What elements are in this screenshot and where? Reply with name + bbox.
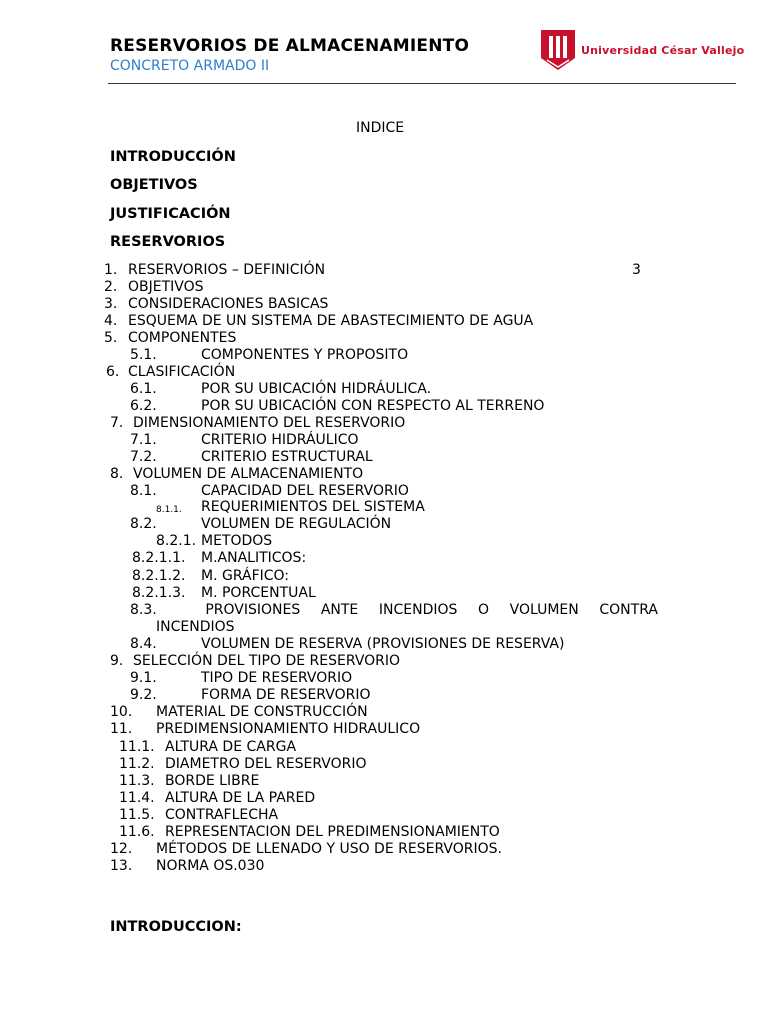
- toc-number: 11.2.: [119, 756, 155, 772]
- toc-entry-text: ESQUEMA DE UN SISTEMA DE ABASTECIMIENTO DE AGUA: [128, 313, 534, 329]
- toc-number: 2.: [104, 279, 118, 295]
- toc-entry-text: ALTURA DE LA PARED: [165, 790, 316, 806]
- toc-entry-continuation: INCENDIOS: [156, 619, 235, 635]
- toc-number: 6.2.: [130, 398, 157, 414]
- toc-entry-text: CAPACIDAD DEL RESERVORIO: [201, 483, 409, 499]
- toc-entry-text: M. GRÁFICO:: [201, 568, 290, 584]
- toc-number: 13.: [110, 858, 133, 874]
- toc-number: 6.1.: [130, 381, 157, 397]
- toc-entry-text: BORDE LIBRE: [165, 773, 260, 789]
- toc-number: 10.: [110, 704, 133, 720]
- toc-word: ANTE: [320, 602, 359, 618]
- toc-word: PROVISIONES: [205, 602, 301, 618]
- toc-entry-text: RESERVORIOS – DEFINICIÓN: [128, 262, 326, 278]
- toc-number: 11.4.: [119, 790, 155, 806]
- toc-entry-text: REQUERIMIENTOS DEL SISTEMA: [201, 499, 425, 515]
- toc-entry-text: CLASIFICACIÓN: [128, 364, 236, 380]
- toc-word: INCENDIOS: [378, 602, 458, 618]
- toc-number: 9.2.: [130, 687, 157, 703]
- toc-word: VOLUMEN: [509, 602, 579, 618]
- toc-entry-text: M. PORCENTUAL: [201, 585, 316, 601]
- toc-entry-text: REPRESENTACION DEL PREDIMENSIONAMIENTO: [165, 824, 500, 840]
- toc-number: 7.1.: [130, 432, 157, 448]
- toc-number: 8.1.1.: [156, 505, 182, 515]
- toc-number: 8.4.: [130, 636, 157, 652]
- toc-entry-text: NORMA OS.030: [156, 858, 265, 874]
- toc-entry-text: VOLUMEN DE REGULACIÓN: [201, 516, 392, 532]
- toc-entry-text: DIMENSIONAMIENTO DEL RESERVORIO: [133, 415, 406, 431]
- toc-number: 8.2.: [130, 516, 157, 532]
- toc-entry-text: VOLUMEN DE ALMACENAMIENTO: [133, 466, 364, 482]
- logo-text: Universidad César Vallejo: [581, 43, 745, 57]
- toc-entry-justified: [130, 602, 658, 618]
- heading-objetivos: OBJETIVOS: [110, 177, 198, 193]
- toc-entry-text: PREDIMENSIONAMIENTO HIDRAULICO: [156, 721, 421, 737]
- toc-entry-text: M.ANALITICOS:: [201, 550, 307, 566]
- index-title: INDICE: [356, 120, 405, 136]
- toc-entry-text: CONTRAFLECHA: [165, 807, 279, 823]
- toc-number: 11.6.: [119, 824, 155, 840]
- toc-word: O: [478, 602, 490, 618]
- header-divider: [108, 83, 736, 84]
- toc-word: CONTRA: [599, 602, 658, 618]
- document-subtitle: CONCRETO ARMADO II: [110, 58, 270, 74]
- toc-number: 11.: [110, 721, 133, 737]
- heading-reservorios: RESERVORIOS: [110, 234, 226, 250]
- toc-entry-text: CRITERIO HIDRÁULICO: [201, 432, 359, 448]
- toc-entry-text: MÉTODOS DE LLENADO Y USO DE RESERVORIOS.: [156, 841, 502, 857]
- toc-number: 11.5.: [119, 807, 155, 823]
- section-heading-introduccion: INTRODUCCION:: [110, 919, 242, 935]
- toc-number: 8.: [110, 466, 124, 482]
- toc-page-number: 3: [632, 262, 641, 278]
- toc-entry-text: POR SU UBICACIÓN CON RESPECTO AL TERRENO: [201, 398, 545, 414]
- toc-entry-text: ALTURA DE CARGA: [165, 739, 297, 755]
- document-title: RESERVORIOS DE ALMACENAMIENTO: [110, 36, 470, 56]
- toc-number: 9.1.: [130, 670, 157, 686]
- toc-entry-text: SELECCIÓN DEL TIPO DE RESERVORIO: [133, 653, 401, 669]
- toc-number: 8.2.1.1.: [132, 550, 186, 566]
- toc-number: 1.: [104, 262, 118, 278]
- toc-number: 5.1.: [130, 347, 157, 363]
- toc-entry-text: OBJETIVOS: [128, 279, 204, 295]
- toc-number: 7.: [110, 415, 124, 431]
- heading-introduccion: INTRODUCCIÓN: [110, 149, 236, 165]
- ucv-shield-icon: [541, 30, 575, 70]
- toc-number: 7.2.: [130, 449, 157, 465]
- toc-number: 6.: [106, 364, 120, 380]
- toc-entry-text: COMPONENTES: [128, 330, 237, 346]
- toc-number: 3.: [104, 296, 118, 312]
- toc-number: 11.1.: [119, 739, 155, 755]
- toc-entry-text: CONSIDERACIONES BASICAS: [128, 296, 329, 312]
- toc-number: 8.2.1.3.: [132, 585, 186, 601]
- toc-number: 9.: [110, 653, 124, 669]
- toc-number: 8.3.: [130, 602, 157, 618]
- toc-entry-text: DIAMETRO DEL RESERVORIO: [165, 756, 367, 772]
- toc-number: 11.3.: [119, 773, 155, 789]
- toc-number: 8.1.: [130, 483, 157, 499]
- toc-entry-text: TIPO DE RESERVORIO: [201, 670, 353, 686]
- heading-justificacion: JUSTIFICACIÓN: [110, 206, 231, 222]
- toc-number: 12.: [110, 841, 133, 857]
- toc-number: 4.: [104, 313, 118, 329]
- toc-number: 5.: [104, 330, 118, 346]
- toc-entry-text: FORMA DE RESERVORIO: [201, 687, 371, 703]
- toc-number: 8.2.1.2.: [132, 568, 186, 584]
- toc-entry-text: COMPONENTES Y PROPOSITO: [201, 347, 409, 363]
- toc-entry-text: POR SU UBICACIÓN HIDRÁULICA.: [201, 381, 432, 397]
- university-logo: [541, 30, 744, 70]
- toc-entry-text: CRITERIO ESTRUCTURAL: [201, 449, 373, 465]
- toc-entry-text: METODOS: [201, 533, 273, 549]
- toc-number: 8.2.1.: [156, 533, 197, 549]
- toc-entry-text: MATERIAL DE CONSTRUCCIÓN: [156, 704, 368, 720]
- toc-entry-text: VOLUMEN DE RESERVA (PROVISIONES DE RESERVA): [201, 636, 565, 652]
